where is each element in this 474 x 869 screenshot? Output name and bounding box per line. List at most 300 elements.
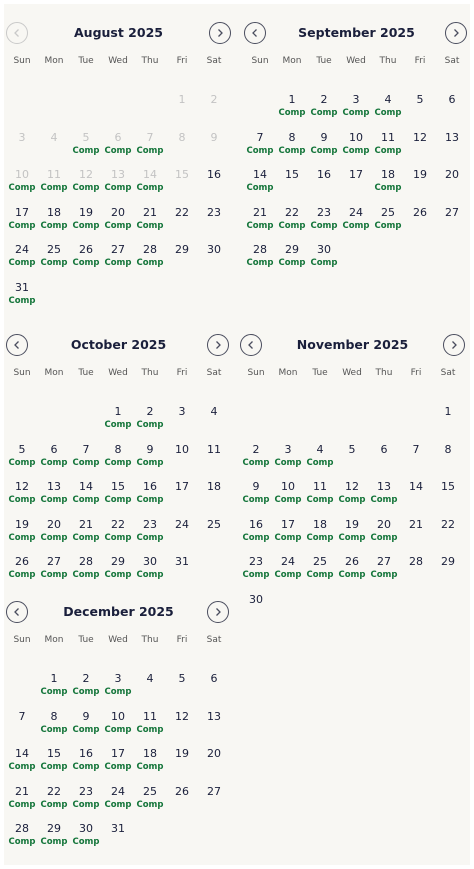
weekday-header: Thu: [379, 56, 397, 66]
day-cell[interactable]: [336, 518, 368, 552]
day-number: 1: [50, 672, 58, 685]
weekday-header: Mon: [44, 56, 64, 66]
comp-badge: Comp: [104, 183, 132, 193]
day-cell[interactable]: [272, 555, 304, 589]
day-cell[interactable]: [436, 168, 468, 202]
comp-badge: Comp: [72, 495, 100, 505]
day-cell[interactable]: [372, 131, 404, 165]
comp-badge: Comp: [40, 762, 68, 772]
day-cell[interactable]: [166, 710, 198, 744]
comp-badge: Comp: [136, 762, 164, 772]
day-cell[interactable]: [6, 243, 38, 277]
day-number: 25: [313, 555, 327, 568]
day-cell[interactable]: [432, 555, 464, 589]
day-number: 20: [377, 517, 391, 531]
day-cell[interactable]: [276, 93, 308, 127]
comp-badge: Comp: [342, 108, 370, 118]
day-number: 14: [253, 168, 267, 181]
next-month-button[interactable]: [445, 22, 467, 44]
day-cell[interactable]: [198, 405, 230, 439]
comp-badge: Comp: [274, 570, 302, 580]
day-cell[interactable]: [400, 480, 432, 514]
weekday-header: Sun: [251, 56, 269, 66]
day-cell[interactable]: [70, 518, 102, 552]
comp-badge: Comp: [72, 532, 100, 543]
day-cell[interactable]: [38, 822, 70, 856]
day-cell[interactable]: [272, 518, 304, 552]
comp-badge: Comp: [8, 220, 36, 231]
day-cell[interactable]: [276, 131, 308, 165]
day-cell[interactable]: [166, 405, 198, 439]
day-cell[interactable]: [404, 131, 436, 165]
weekday-header: Sun: [13, 368, 31, 378]
weekday-header: Wed: [342, 368, 362, 378]
day-number: 20: [445, 168, 459, 181]
day-cell[interactable]: [304, 518, 336, 552]
day-number: 23: [79, 784, 93, 798]
day-cell[interactable]: [38, 785, 70, 819]
comp-badge: Comp: [136, 799, 164, 810]
day-cell[interactable]: [340, 93, 372, 127]
day-cell[interactable]: [244, 243, 276, 277]
day-cell[interactable]: [166, 243, 198, 277]
day-cell[interactable]: [372, 93, 404, 127]
day-number: 17: [15, 205, 29, 219]
day-cell[interactable]: [6, 443, 38, 477]
day-number: 29: [285, 243, 299, 256]
day-cell[interactable]: [198, 785, 230, 819]
day-number: 17: [349, 168, 363, 181]
day-cell[interactable]: [70, 785, 102, 819]
day-cell[interactable]: [336, 555, 368, 589]
day-cell[interactable]: [166, 206, 198, 240]
day-cell[interactable]: [198, 206, 230, 240]
day-cell[interactable]: [304, 443, 336, 477]
comp-badge: Comp: [104, 762, 132, 772]
comp-badge: Comp: [8, 799, 36, 810]
day-number: 26: [345, 555, 359, 568]
day-cell[interactable]: [102, 518, 134, 552]
comp-badge: Comp: [136, 724, 164, 735]
day-number: 11: [47, 168, 61, 181]
weekday-header: Sun: [247, 368, 265, 378]
day-cell[interactable]: [70, 710, 102, 744]
day-cell[interactable]: [70, 672, 102, 706]
availability-calendars: [4, 4, 470, 865]
day-cell[interactable]: [166, 672, 198, 706]
day-cell[interactable]: [134, 555, 166, 589]
day-cell[interactable]: [432, 405, 464, 439]
day-number: 30: [79, 822, 93, 835]
comp-badge: Comp: [40, 495, 68, 505]
day-cell[interactable]: [134, 206, 166, 240]
day-cell[interactable]: [102, 672, 134, 706]
day-number: 26: [15, 555, 29, 568]
day-number: 7: [82, 442, 90, 456]
weekday-header: Tue: [78, 368, 94, 378]
day-number: 21: [143, 205, 157, 219]
day-cell[interactable]: [368, 555, 400, 589]
day-cell[interactable]: [6, 518, 38, 552]
comp-badge: Comp: [8, 295, 36, 306]
day-cell[interactable]: [340, 168, 372, 202]
day-cell[interactable]: [102, 555, 134, 589]
day-number: 6: [50, 442, 58, 456]
day-number: 10: [175, 442, 189, 456]
comp-badge: Comp: [278, 108, 306, 118]
day-cell[interactable]: [400, 443, 432, 477]
weekday-header: Mon: [282, 56, 302, 66]
day-cell[interactable]: [102, 822, 134, 856]
day-cell[interactable]: [102, 710, 134, 744]
day-cell[interactable]: [6, 822, 38, 856]
day-number: 5: [178, 672, 186, 685]
weekday-header: Fri: [176, 368, 188, 378]
day-cell: [70, 131, 102, 165]
day-cell[interactable]: [198, 168, 230, 202]
day-number: 28: [79, 555, 93, 568]
comp-badge: Comp: [8, 570, 36, 580]
day-cell[interactable]: [6, 747, 38, 781]
day-cell[interactable]: [102, 243, 134, 277]
day-number: 25: [47, 243, 61, 256]
day-cell[interactable]: [432, 480, 464, 514]
day-cell[interactable]: [166, 518, 198, 552]
comp-badge: Comp: [278, 220, 306, 231]
day-cell[interactable]: [70, 747, 102, 781]
day-cell[interactable]: [166, 480, 198, 514]
day-cell[interactable]: [6, 206, 38, 240]
day-cell[interactable]: [102, 480, 134, 514]
day-number: 5: [82, 130, 90, 144]
day-number: 27: [445, 205, 459, 219]
day-cell[interactable]: [198, 518, 230, 552]
weekday-header: Thu: [141, 56, 159, 66]
comp-badge: Comp: [374, 145, 402, 156]
day-number: 23: [317, 205, 331, 219]
day-number: 1: [288, 93, 296, 106]
day-number: 19: [79, 205, 93, 219]
day-cell[interactable]: [244, 168, 276, 202]
day-number: 10: [111, 709, 125, 723]
day-cell[interactable]: [308, 206, 340, 240]
comp-badge: Comp: [242, 532, 270, 543]
day-cell: [134, 168, 166, 202]
day-number: 13: [445, 130, 459, 144]
day-cell[interactable]: [38, 443, 70, 477]
weekday-header: Thu: [141, 368, 159, 378]
day-number: 30: [143, 555, 157, 568]
day-number: 10: [349, 130, 363, 144]
day-number: 4: [50, 130, 58, 144]
day-cell[interactable]: [272, 480, 304, 514]
day-number: 26: [79, 243, 93, 256]
day-cell[interactable]: [70, 443, 102, 477]
day-cell[interactable]: [340, 206, 372, 240]
day-number: 5: [416, 93, 424, 106]
day-cell[interactable]: [166, 785, 198, 819]
comp-badge: Comp: [104, 570, 132, 580]
day-cell[interactable]: [102, 747, 134, 781]
chevron-right-icon: [215, 28, 225, 38]
day-number: 21: [253, 205, 267, 219]
day-number: 27: [207, 784, 221, 798]
day-cell[interactable]: [102, 206, 134, 240]
day-cell[interactable]: [308, 131, 340, 165]
day-number: 1: [444, 405, 452, 418]
day-number: 19: [15, 517, 29, 531]
day-cell[interactable]: [6, 281, 38, 315]
day-cell[interactable]: [134, 747, 166, 781]
day-number: 29: [441, 555, 455, 568]
day-cell[interactable]: [336, 480, 368, 514]
day-number: 22: [441, 517, 455, 531]
day-cell[interactable]: [336, 443, 368, 477]
day-cell[interactable]: [70, 822, 102, 856]
day-cell[interactable]: [102, 443, 134, 477]
day-number: 29: [111, 555, 125, 568]
day-number: 2: [146, 405, 154, 418]
day-number: 15: [111, 480, 125, 493]
day-cell[interactable]: [134, 518, 166, 552]
day-cell[interactable]: [404, 206, 436, 240]
day-number: 12: [175, 709, 189, 723]
day-cell[interactable]: [134, 405, 166, 439]
day-cell: [6, 131, 38, 165]
day-cell[interactable]: [368, 443, 400, 477]
day-cell[interactable]: [240, 555, 272, 589]
day-number: 24: [111, 784, 125, 798]
day-number: 11: [381, 130, 395, 144]
weekday-header: Wed: [108, 56, 128, 66]
day-cell[interactable]: [436, 131, 468, 165]
day-cell[interactable]: [198, 710, 230, 744]
day-cell: [102, 131, 134, 165]
day-number: 1: [178, 93, 186, 106]
day-cell[interactable]: [308, 168, 340, 202]
comp-badge: Comp: [136, 457, 164, 468]
comp-badge: Comp: [72, 258, 100, 268]
day-number: 26: [413, 205, 427, 219]
day-number: 6: [380, 442, 388, 456]
day-cell[interactable]: [400, 555, 432, 589]
day-cell[interactable]: [240, 518, 272, 552]
day-cell[interactable]: [38, 555, 70, 589]
day-cell[interactable]: [372, 206, 404, 240]
weekday-header: Tue: [78, 56, 94, 66]
day-number: 18: [207, 480, 221, 493]
day-cell[interactable]: [432, 518, 464, 552]
day-cell[interactable]: [70, 243, 102, 277]
day-cell[interactable]: [38, 206, 70, 240]
day-cell[interactable]: [134, 443, 166, 477]
day-number: 11: [313, 480, 327, 493]
day-cell[interactable]: [404, 93, 436, 127]
day-cell[interactable]: [404, 168, 436, 202]
day-number: 6: [114, 130, 122, 144]
comp-badge: Comp: [72, 457, 100, 468]
comp-badge: Comp: [310, 220, 338, 231]
day-cell[interactable]: [38, 672, 70, 706]
weekday-header: Wed: [108, 368, 128, 378]
comp-badge: Comp: [8, 183, 36, 193]
day-cell: [198, 131, 230, 165]
day-cell[interactable]: [198, 480, 230, 514]
comp-badge: Comp: [370, 495, 398, 505]
day-number: 8: [444, 442, 452, 456]
day-cell[interactable]: [436, 206, 468, 240]
day-cell[interactable]: [368, 518, 400, 552]
day-number: 14: [143, 168, 157, 181]
weekday-header: Mon: [44, 635, 64, 645]
day-number: 21: [15, 784, 29, 798]
day-number: 3: [18, 130, 26, 144]
day-cell: [70, 168, 102, 202]
day-cell[interactable]: [134, 243, 166, 277]
day-number: 7: [18, 709, 26, 723]
comp-badge: Comp: [104, 724, 132, 735]
day-number: 22: [285, 205, 299, 219]
day-cell[interactable]: [198, 443, 230, 477]
day-number: 24: [349, 205, 363, 219]
day-cell[interactable]: [198, 243, 230, 277]
day-cell[interactable]: [166, 555, 198, 589]
next-month-button[interactable]: [207, 601, 229, 623]
day-cell[interactable]: [38, 243, 70, 277]
day-number: 16: [249, 517, 263, 531]
day-number: 16: [143, 480, 157, 493]
weekday-header: Sat: [444, 56, 460, 66]
day-cell[interactable]: [276, 243, 308, 277]
day-cell: [198, 93, 230, 127]
day-cell: [166, 131, 198, 165]
day-cell[interactable]: [38, 480, 70, 514]
day-cell[interactable]: [166, 747, 198, 781]
day-cell[interactable]: [70, 206, 102, 240]
comp-badge: Comp: [246, 258, 274, 268]
weekday-header: Mon: [44, 368, 64, 378]
day-number: 23: [249, 555, 263, 568]
month-title: August 2025: [74, 25, 163, 40]
day-number: 28: [253, 243, 267, 256]
day-number: 4: [146, 672, 154, 685]
day-cell[interactable]: [38, 518, 70, 552]
day-cell[interactable]: [6, 785, 38, 819]
month-title: October 2025: [70, 337, 167, 352]
next-month-button[interactable]: [209, 22, 231, 44]
day-cell[interactable]: [6, 555, 38, 589]
day-cell[interactable]: [308, 243, 340, 277]
day-cell[interactable]: [166, 443, 198, 477]
day-cell[interactable]: [134, 710, 166, 744]
comp-badge: Comp: [104, 420, 132, 430]
day-number: 27: [111, 243, 125, 256]
day-number: 28: [143, 243, 157, 256]
weekday-header: Sat: [206, 56, 222, 66]
comp-badge: Comp: [40, 532, 68, 543]
day-cell[interactable]: [436, 93, 468, 127]
day-cell[interactable]: [102, 405, 134, 439]
weekday-header: Wed: [108, 635, 128, 645]
next-month-button[interactable]: [443, 334, 465, 356]
comp-badge: Comp: [104, 145, 132, 156]
comp-badge: Comp: [72, 799, 100, 810]
weekday-header: Sun: [13, 635, 31, 645]
comp-badge: Comp: [104, 532, 132, 543]
day-cell[interactable]: [308, 93, 340, 127]
day-cell[interactable]: [340, 131, 372, 165]
day-cell[interactable]: [70, 480, 102, 514]
day-cell[interactable]: [304, 555, 336, 589]
day-number: 3: [114, 672, 122, 685]
day-cell[interactable]: [198, 672, 230, 706]
day-cell[interactable]: [368, 480, 400, 514]
day-number: 10: [281, 480, 295, 493]
weekday-header: Sat: [206, 368, 222, 378]
comp-badge: Comp: [306, 495, 334, 505]
comp-badge: Comp: [72, 837, 100, 847]
day-cell[interactable]: [240, 443, 272, 477]
day-cell[interactable]: [276, 206, 308, 240]
day-cell[interactable]: [244, 206, 276, 240]
day-cell[interactable]: [244, 131, 276, 165]
comp-badge: Comp: [136, 183, 164, 193]
day-number: 9: [82, 709, 90, 723]
weekday-header: Mon: [278, 368, 298, 378]
day-cell[interactable]: [198, 747, 230, 781]
day-number: 4: [384, 93, 392, 106]
day-cell[interactable]: [276, 168, 308, 202]
day-cell[interactable]: [38, 710, 70, 744]
weekday-header: Thu: [375, 368, 393, 378]
day-cell[interactable]: [134, 672, 166, 706]
day-cell[interactable]: [272, 443, 304, 477]
comp-badge: Comp: [246, 220, 274, 231]
day-number: 3: [352, 93, 360, 106]
day-number: 25: [381, 205, 395, 219]
comp-badge: Comp: [274, 495, 302, 505]
day-cell[interactable]: [432, 443, 464, 477]
day-cell[interactable]: [400, 518, 432, 552]
day-cell[interactable]: [70, 555, 102, 589]
day-number: 17: [175, 480, 189, 493]
day-cell[interactable]: [134, 480, 166, 514]
day-number: 4: [316, 442, 324, 456]
day-number: 25: [143, 784, 157, 798]
day-number: 8: [178, 130, 186, 144]
day-number: 18: [143, 747, 157, 760]
day-number: 4: [210, 405, 218, 418]
weekday-header: Wed: [346, 56, 366, 66]
day-cell[interactable]: [240, 480, 272, 514]
day-number: 20: [207, 747, 221, 760]
day-number: 2: [210, 93, 218, 106]
day-cell[interactable]: [6, 480, 38, 514]
day-cell[interactable]: [304, 480, 336, 514]
day-cell[interactable]: [240, 593, 272, 627]
day-cell[interactable]: [6, 710, 38, 744]
comp-badge: Comp: [136, 145, 164, 156]
comp-badge: Comp: [242, 457, 270, 468]
day-number: 16: [79, 747, 93, 760]
day-cell[interactable]: [102, 785, 134, 819]
day-cell[interactable]: [372, 168, 404, 202]
next-month-button[interactable]: [207, 334, 229, 356]
day-cell[interactable]: [134, 785, 166, 819]
day-number: 18: [47, 205, 61, 219]
day-number: 18: [313, 517, 327, 531]
day-cell[interactable]: [38, 747, 70, 781]
